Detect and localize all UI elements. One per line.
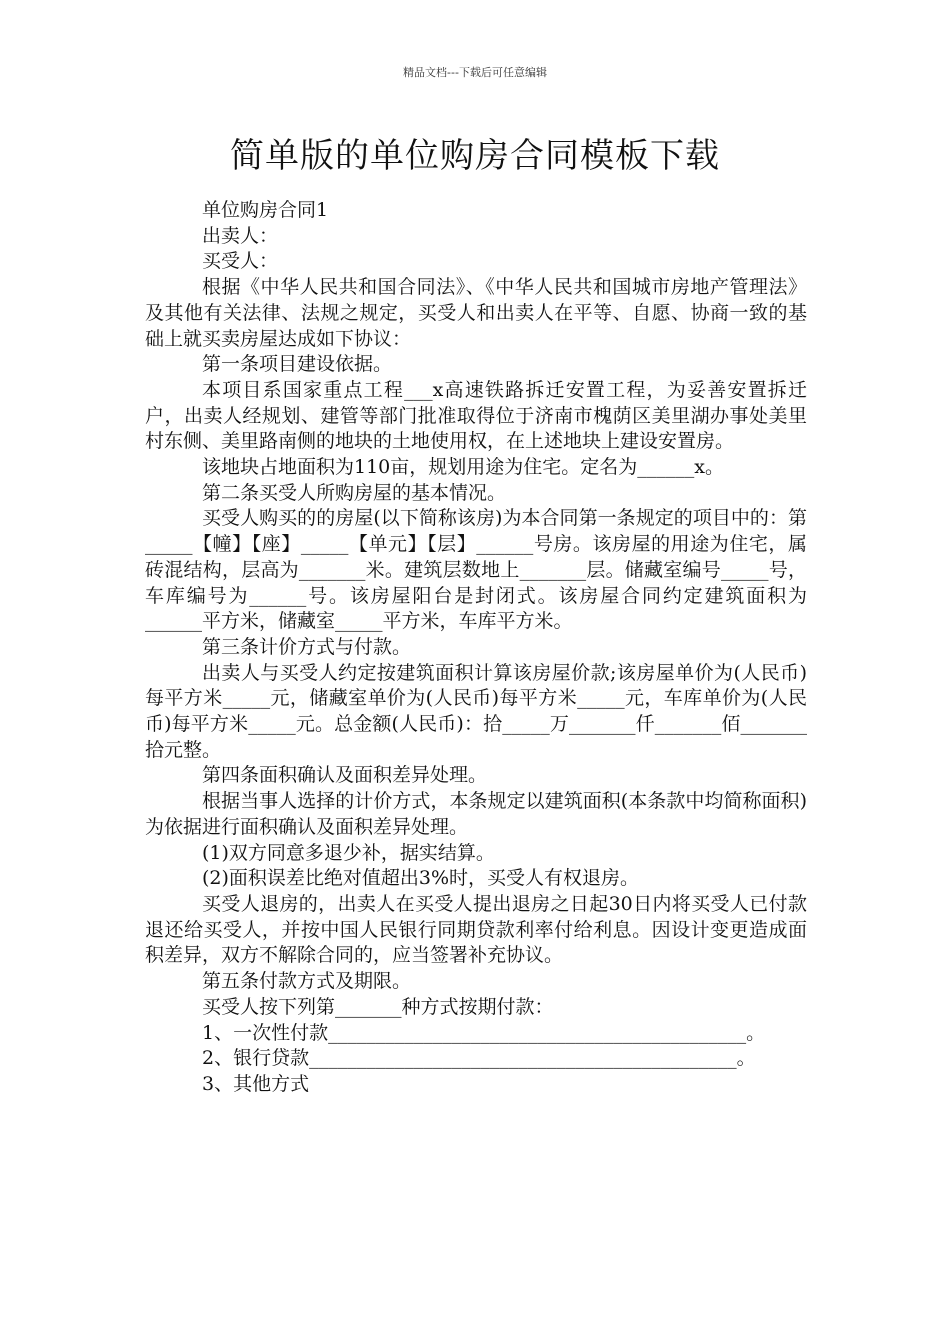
article-4-heading: 第四条面积确认及面积差异处理。 xyxy=(202,764,488,787)
article-4-para-2: 买受人退房的，出卖人在买受人提出退房之日起30日内将买受人已付款退还给买受人，并按中国人民银行同期贷款利率付给利息。因设计变更造成面积差异，双方不解除合同的，应当签署补充协议。 xyxy=(145,892,807,967)
seller-line: 出卖人： xyxy=(202,224,279,247)
payment-option-2: 2、银行贷款_____________________________________________。 xyxy=(202,1047,756,1070)
article-2-para-1: 买受人购买的的房屋(以下简称该房)为本合同第一条规定的项目中的：第_____【幢】【座】_____【单元】【层】______号房。该房屋的用途为住宅，属砖混结构，层高为_______米。建筑层数地上_______层。储藏室编号_____号，车库编号为______号。该房屋阳台是封闭式。该房屋合同约定建筑面积为______平方米，储藏室_____平方米，车库平方米。 xyxy=(145,507,807,633)
preamble: 根据《中华人民共和国合同法》、《中华人民共和国城市房地产管理法》及其他有关法律、法规之规定，买受人和出卖人在平等、自愿、协商一致的基础上就买卖房屋达成如下协议： xyxy=(145,276,807,350)
article-5-para-1: 买受人按下列第_______种方式按期付款： xyxy=(202,995,554,1018)
payment-option-1: 1、一次性付款____________________________________________。 xyxy=(202,1021,766,1044)
article-2-heading: 第二条买受人所购房屋的基本情况。 xyxy=(202,481,507,504)
payment-option-3: 3、其他方式 xyxy=(202,1072,310,1095)
article-1-para-2: 该地块占地面积为110亩，规划用途为住宅。定名为______x。 xyxy=(202,456,724,479)
page-header: 精品文档---下载后可任意编辑 xyxy=(403,66,547,79)
buyer-line: 买受人： xyxy=(202,250,279,273)
contract-body xyxy=(145,198,807,1098)
article-3-heading: 第三条计价方式与付款。 xyxy=(202,635,412,658)
article-4-para-1: 根据当事人选择的计价方式，本条规定以建筑面积(本条款中均简称面积)为依据进行面积确认及面积差异处理。 xyxy=(145,790,807,838)
article-4-item-2: (2)面积误差比绝对值超出3%时，买受人有权退房。 xyxy=(202,867,640,890)
article-3-para-1: 出卖人与买受人约定按建筑面积计算该房屋价款;该房屋单价为(人民币)每平方米_____元，储藏室单价为(人民币)每平方米_____元，车库单价为(人民币)每平方米_____元。总金额(人民币)：拾_____万_______仟_______佰_______拾元整。 xyxy=(145,661,807,761)
contract-subtitle: 单位购房合同1 xyxy=(202,199,329,221)
article-5-heading: 第五条付款方式及期限。 xyxy=(202,970,412,993)
article-1-heading: 第一条项目建设依据。 xyxy=(202,353,393,376)
article-4-item-1: (1)双方同意多退少补，据实结算。 xyxy=(202,841,495,864)
article-1-para-1: 本项目系国家重点工程___x高速铁路拆迁安置工程，为妥善安置拆迁户，出卖人经规划、建管等部门批准取得位于济南市槐荫区美里湖办事处美里村东侧、美里路南侧的地块的土地使用权，在上述地块上建设安置房。 xyxy=(145,378,807,453)
document-title: 简单版的单位购房合同模板下载 xyxy=(230,136,720,176)
